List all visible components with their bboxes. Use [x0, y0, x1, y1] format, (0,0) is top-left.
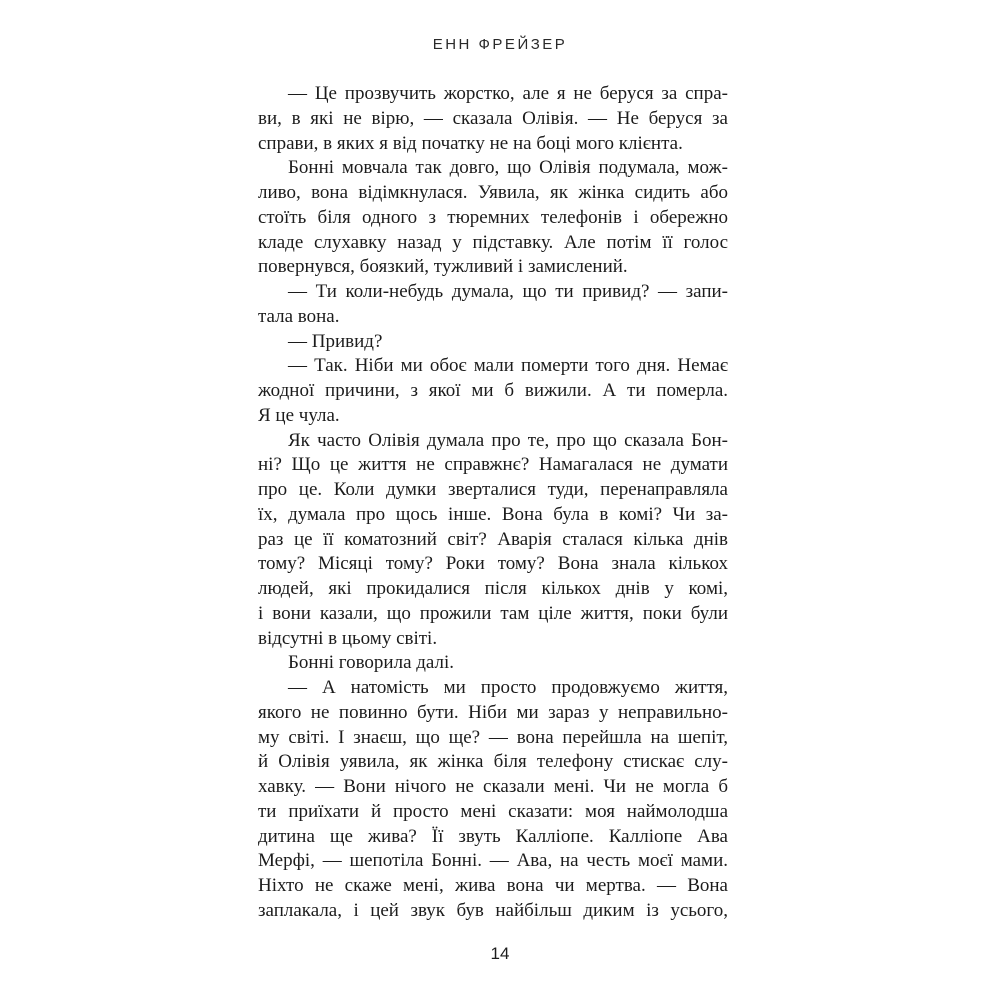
text-line: про це. Коли думки зверталися туди, перенаправляла: [258, 479, 728, 500]
text-line: заплакала, і цей звук був найбільш диким із усього,: [258, 899, 728, 921]
text-line: тому? Місяці тому? Роки тому? Вона знала кількох: [258, 553, 728, 575]
text-line: ні? Що це життя не справжнє? Намагалася не думати: [258, 454, 728, 476]
text-line: людей, які прокидалися після кількох днів у комі,: [258, 578, 728, 599]
text-line: Ніхто не скаже мені, жива вона чи мертва. — Вона: [258, 875, 728, 896]
text-line: — Так. Ніби ми обоє мали померти того дня. Немає: [288, 355, 728, 377]
text-line: ти приїхати й просто мені сказати: моя наймолодша: [258, 800, 728, 822]
body-text: [258, 82, 728, 924]
text-line: Бонні говорила далі.: [288, 652, 455, 674]
text-line: хавку. — Вони нічого не сказали мені. Чи не могла б: [258, 776, 728, 797]
text-line: відсутні в цьому світі.: [258, 627, 438, 649]
text-line: кладе слухавку назад у підставку. Але потім її голос: [258, 231, 728, 253]
text-line: повернувся, боязкий, тужливий і замислений.: [258, 256, 628, 278]
text-line: ви, в які не вірю, — сказала Олівія. — Не беруся за: [258, 107, 728, 129]
text-line: тала вона.: [258, 305, 340, 327]
text-line: — Ти коли-небудь думала, що ти привид? — запи-: [288, 281, 728, 302]
text-line: справи, в яких я від початку не на боці мого клієнта.: [258, 132, 683, 154]
text-line: — А натомість ми просто продовжуємо життя,: [288, 677, 728, 698]
text-line: — Привид?: [288, 330, 383, 352]
text-line: — Це прозвучить жорстко, але я не беруся за спра-: [288, 83, 728, 104]
text-line: Мерфі, — шепотіла Бонні. — Ава, на честь моєї мами.: [258, 850, 728, 872]
text-line: стоїть біля одного з тюремних телефонів і обережно: [258, 206, 728, 228]
text-line: жодної причини, з якої ми б вижили. А ти померла.: [258, 380, 728, 401]
text-line: раз це її коматозний світ? Аварія сталася кілька днів: [258, 528, 728, 550]
text-line: і вони казали, що прожили там ціле життя, поки були: [258, 602, 728, 624]
text-line: Бонні мовчала так довго, що Олівія подумала, мож-: [288, 157, 728, 179]
text-line: й Олівія уявила, як жінка біля телефону стискає слу-: [258, 751, 728, 773]
text-line: Як часто Олівія думала про те, про що сказала Бон-: [288, 429, 728, 451]
text-line: дитина ще жива? Її звуть Калліопе. Калліопе Ава: [258, 825, 728, 847]
text-line: му світі. І знаєш, що ще? — вона перейшла на шепіт,: [258, 726, 728, 748]
text-line: якого не повинно бути. Ніби ми зараз у неправильно-: [258, 701, 728, 723]
text-line: їх, думала про щось інше. Вона була в комі? Чи за-: [258, 503, 728, 525]
page-number: 14: [490, 944, 510, 963]
text-line: Я це чула.: [258, 404, 340, 426]
text-line: ливо, вона відімкнулася. Уявила, як жінка сидить або: [258, 182, 728, 203]
running-head: ЕНН ФРЕЙЗЕР: [432, 36, 568, 53]
